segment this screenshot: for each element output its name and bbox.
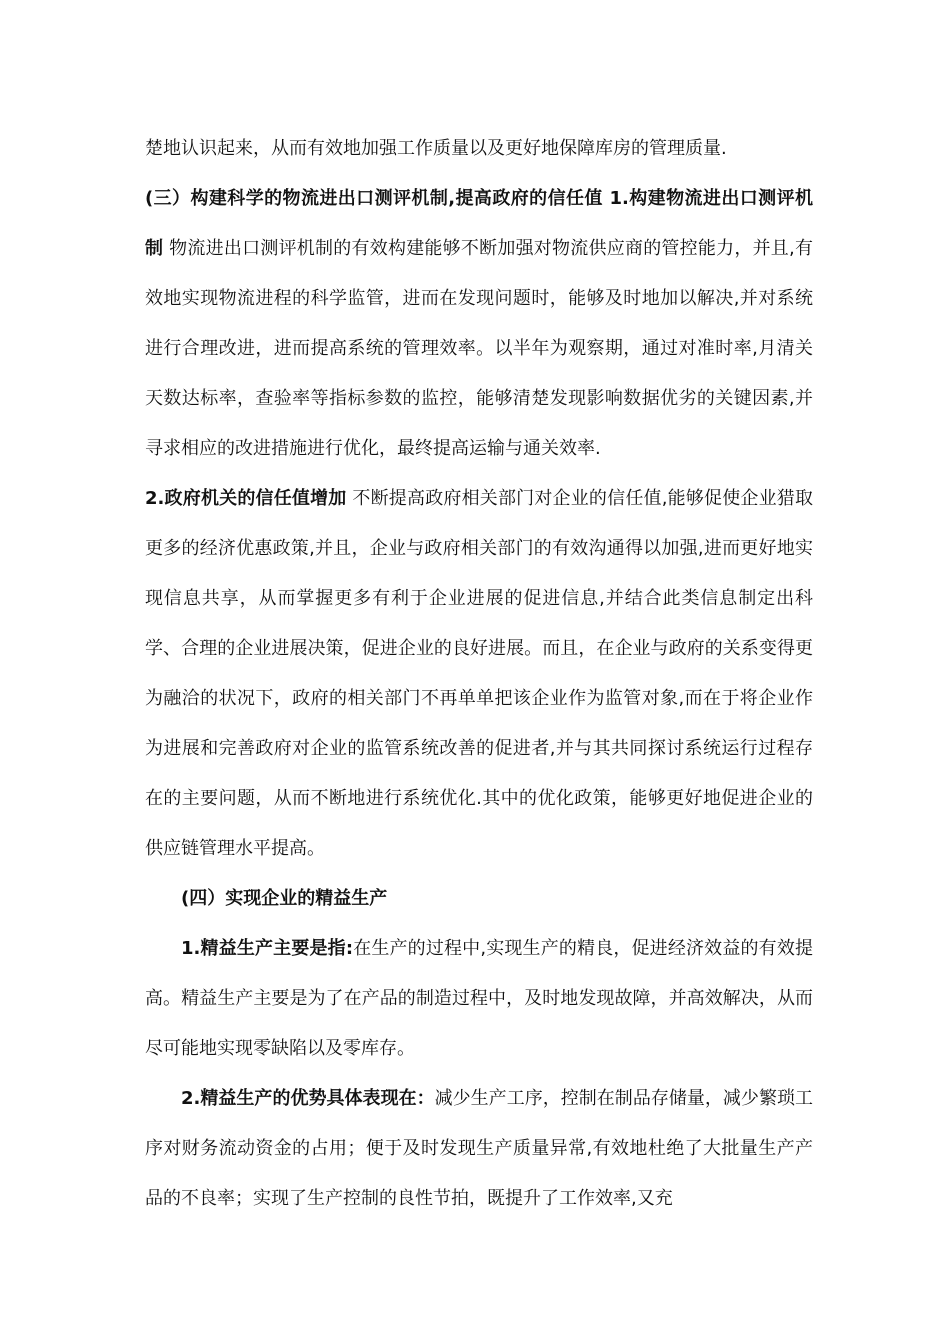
- paragraph-6-text: 减少生产工序，控制在制品存储量，减少繁琐工序对财务流动资金的占用；便于及时发现生产质量异常,有效地杜绝了大批量生产产品的不良率；实现了生产控制的良性节拍，既提升了工作效率,又充: [145, 1088, 813, 1209]
- paragraph-5: [145, 924, 813, 1074]
- paragraph-4: [145, 874, 813, 924]
- lean-definition-heading: 1.精益生产主要是指:: [181, 938, 354, 959]
- document-body: [145, 124, 813, 1224]
- lean-advantages-heading: 2.精益生产的优势具体表现在：: [181, 1088, 435, 1109]
- paragraph-2-text: 物流进出口测评机制的有效构建能够不断加强对物流供应商的管控能力，并且,有效地实现物流进程的科学监管，进而在发现问题时，能够及时地加以解决,并对系统进行合理改进，进而提高系统的管理效率。以半年为观察期，通过对准时率,月清关天数达标率，查验率等指标参数的监控，能够清楚发现影响数据优劣的关键因素,并寻求相应的改进措施进行优化，最终提高运输与通关效率.: [145, 238, 813, 459]
- paragraph-2: [145, 174, 813, 474]
- paragraph-1: [145, 124, 813, 174]
- paragraph-3: [145, 474, 813, 874]
- paragraph-3-text: 不断提高政府相关部门对企业的信任值,能够促使企业猎取更多的经济优惠政策,并且，企业与政府相关部门的有效沟通得以加强,进而更好地实现信息共享，从而掌握更多有利于企业进展的促进信息,并结合此类信息制定出科学、合理的企业进展决策，促进企业的良好进展。而且，在企业与政府的关系变得更为融洽的状况下，政府的相关部门不再单单把该企业作为监管对象,而在于将企业作为进展和完善政府对企业的监管系统改善的促进者,并与其共同探讨系统运行过程存在的主要问题，从而不断地进行系统优化.其中的优化政策，能够更好地促进企业的供应链管理水平提高。: [145, 488, 813, 859]
- section-4-heading: (四）实现企业的精益生产: [181, 888, 388, 909]
- paragraph-1-text: 楚地认识起来，从而有效地加强工作质量以及更好地保障库房的管理质量.: [145, 138, 727, 159]
- section-3-heading: (三）构建科学的物流进出口测评机制,提高政府的信任值 1.构建物流进出口测评机制: [145, 188, 813, 259]
- paragraph-5-text: 在生产的过程中,实现生产的精良，促进经济效益的有效提高。精益生产主要是为了在产品的制造过程中，及时地发现故障，并高效解决，从而尽可能地实现零缺陷以及零库存。: [145, 938, 813, 1059]
- paragraph-6: [145, 1074, 813, 1224]
- subsection-2-heading: 2.政府机关的信任值增加: [145, 488, 347, 509]
